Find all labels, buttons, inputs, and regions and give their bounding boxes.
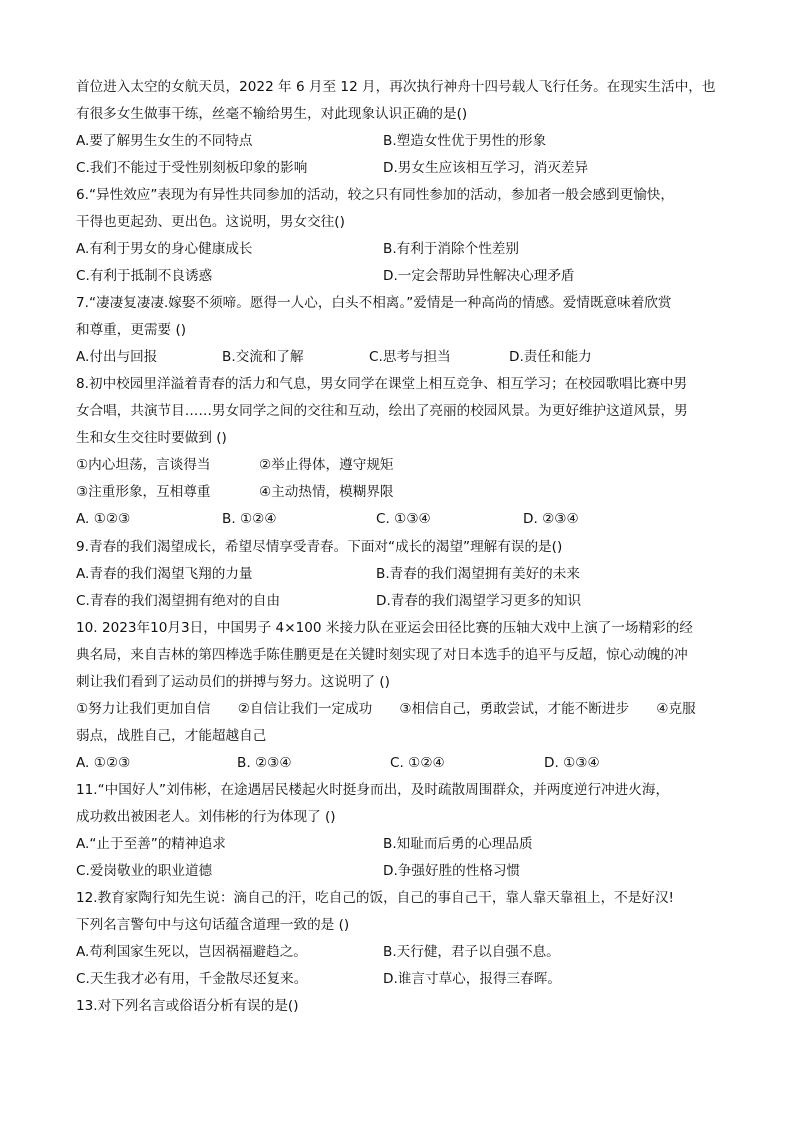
q11-option-b: B.知耻而后勇的心理品质 — [383, 836, 533, 852]
q12-option-d: D.谁言寸草心，报得三春晖。 — [383, 971, 561, 987]
q8-statement-1: ①内心坦荡，言谈得当 — [76, 457, 211, 473]
q10-statements-line-2: 弱点，战胜自己，才能超越自己 — [76, 728, 267, 744]
q5-option-a: A.要了解男生女生的不同特点 — [76, 133, 253, 149]
q9-option-b: B.青春的我们渴望拥有美好的未来 — [376, 566, 580, 582]
q11-option-d: D.争强好胜的性格习惯 — [383, 863, 521, 879]
q6-stem-line-1: 6.“异性效应”表现为有异性共同参加的活动，较之只有同性参加的活动，参加者一般会感到更愉快， — [76, 187, 674, 203]
q7-option-b: B.交流和了解 — [222, 349, 304, 365]
q7-stem-line-2: 和尊重，更需要 () — [76, 322, 187, 338]
q8-statement-3: ③注重形象，互相尊重 — [76, 484, 211, 500]
q12-option-a: A.苟利国家生死以，岂因祸福避趋之。 — [76, 944, 307, 960]
q9-option-d: D.青春的我们渴望学习更多的知识 — [376, 593, 582, 609]
q8-option-b: B. ①②④ — [222, 511, 277, 527]
q9-stem: 9.青春的我们渴望成长，希望尽情享受青春。下面对“成长的渴望”理解有误的是() — [76, 539, 563, 555]
q8-option-c: C. ①③④ — [376, 511, 431, 527]
q6-option-b: B.有利于消除个性差别 — [383, 241, 519, 257]
q9-option-c: C.青春的我们渴望拥有绝对的自由 — [76, 593, 281, 609]
q5-stem-line-1: 首位进入太空的女航天员，2022 年 6 月至 12 月，再次执行神舟十四号载人飞行任务。在现实生活中，也 — [76, 79, 716, 95]
q10-stem-line-3: 刺让我们看到了运动员们的拼搏与努力。这说明了 () — [76, 674, 390, 690]
q6-option-c: C.有利于抵制不良诱惑 — [76, 268, 213, 284]
q8-option-d: D. ②③④ — [523, 511, 579, 527]
q8-stem-line-1: 8.初中校园里洋溢着青春的活力和气息，男女同学在课堂上相互竞争、相互学习；在校园歌唱比赛中男 — [76, 376, 688, 392]
q5-option-b: B.塑造女性优于男性的形象 — [383, 133, 547, 149]
q7-stem-line-1: 7.“凄凄复凄凄.嫁娶不须啼。愿得一人心，白头不相离。”爱情是一种高尚的情感。爱情既意味着欣赏 — [76, 295, 672, 311]
q12-option-b: B.天行健，君子以自强不息。 — [383, 944, 560, 960]
q8-stem-line-3: 生和女生交往时要做到 () — [76, 430, 227, 446]
q12-option-c: C.天生我才必有用，千金散尽还复来。 — [76, 971, 308, 987]
q11-option-c: C.爱岗敬业的职业道德 — [76, 863, 213, 879]
q10-option-d: D. ①③④ — [544, 755, 600, 771]
q10-stem-line-2: 典名局，来自吉林的第四棒选手陈佳鹏更是在关键时刻实现了对日本选手的追平与反超，惊心动魄的冲 — [76, 647, 688, 663]
q13-stem: 13.对下列名言或俗语分析有误的是() — [76, 998, 299, 1014]
q8-stem-line-2: 女合唱，共演节目……男女同学之间的交往和互动，绘出了亮丽的校园风景。为更好维护这道风景，男 — [76, 403, 688, 419]
q10-statements-line-1: ①努力让我们更加自信 ②自信让我们一定成功 ③相信自己，勇敢尝试，才能不断进步 ④克服 — [76, 701, 696, 717]
q6-stem-line-2: 干得也更起劲、更出色。这说明，男女交往() — [76, 214, 345, 230]
q7-option-d: D.责任和能力 — [509, 349, 592, 365]
q5-option-c: C.我们不能过于受性别刻板印象的影响 — [76, 160, 308, 176]
q11-option-a: A.“止于至善”的精神追求 — [76, 836, 226, 852]
q10-option-b: B. ②③④ — [237, 755, 292, 771]
q8-statement-4: ④主动热情，模糊界限 — [259, 484, 394, 500]
q7-option-a: A.付出与回报 — [76, 349, 158, 365]
q11-stem-line-2: 成功救出被困老人。刘伟彬的行为体现了 () — [76, 809, 336, 825]
q5-stem-line-2: 有很多女生做事干练，丝毫不输给男生，对此现象认识正确的是() — [76, 106, 468, 122]
q10-stem-line-1: 10. 2023年10月3日，中国男子 4×100 米接力队在亚运会田径比赛的压轴大戏中上演了一场精彩的经 — [76, 620, 693, 636]
q6-option-a: A.有利于男女的身心健康成长 — [76, 241, 253, 257]
q9-option-a: A.青春的我们渴望飞翔的力量 — [76, 566, 253, 582]
q10-option-c: C. ①②④ — [390, 755, 445, 771]
q6-option-d: D.一定会帮助异性解决心理矛盾 — [383, 268, 575, 284]
q12-stem-line-1: 12.教育家陶行知先生说：滴自己的汗，吃自己的饭，自己的事自己干，靠人靠天靠祖上，不是好汉! — [76, 890, 675, 906]
q12-stem-line-2: 下列名言警句中与这句话蕴含道理一致的是 () — [76, 917, 350, 933]
q8-option-a: A. ①②③ — [76, 511, 131, 527]
q11-stem-line-1: 11.“中国好人”刘伟彬，在途遇居民楼起火时挺身而出，及时疏散周围群众，并两度逆行冲进火海， — [76, 782, 670, 798]
q7-option-c: C.思考与担当 — [369, 349, 451, 365]
q5-option-d: D.男女生应该相互学习，消灭差异 — [383, 160, 589, 176]
q8-statement-2: ②举止得体，遵守规矩 — [259, 457, 394, 473]
q10-option-a: A. ①②③ — [76, 755, 131, 771]
